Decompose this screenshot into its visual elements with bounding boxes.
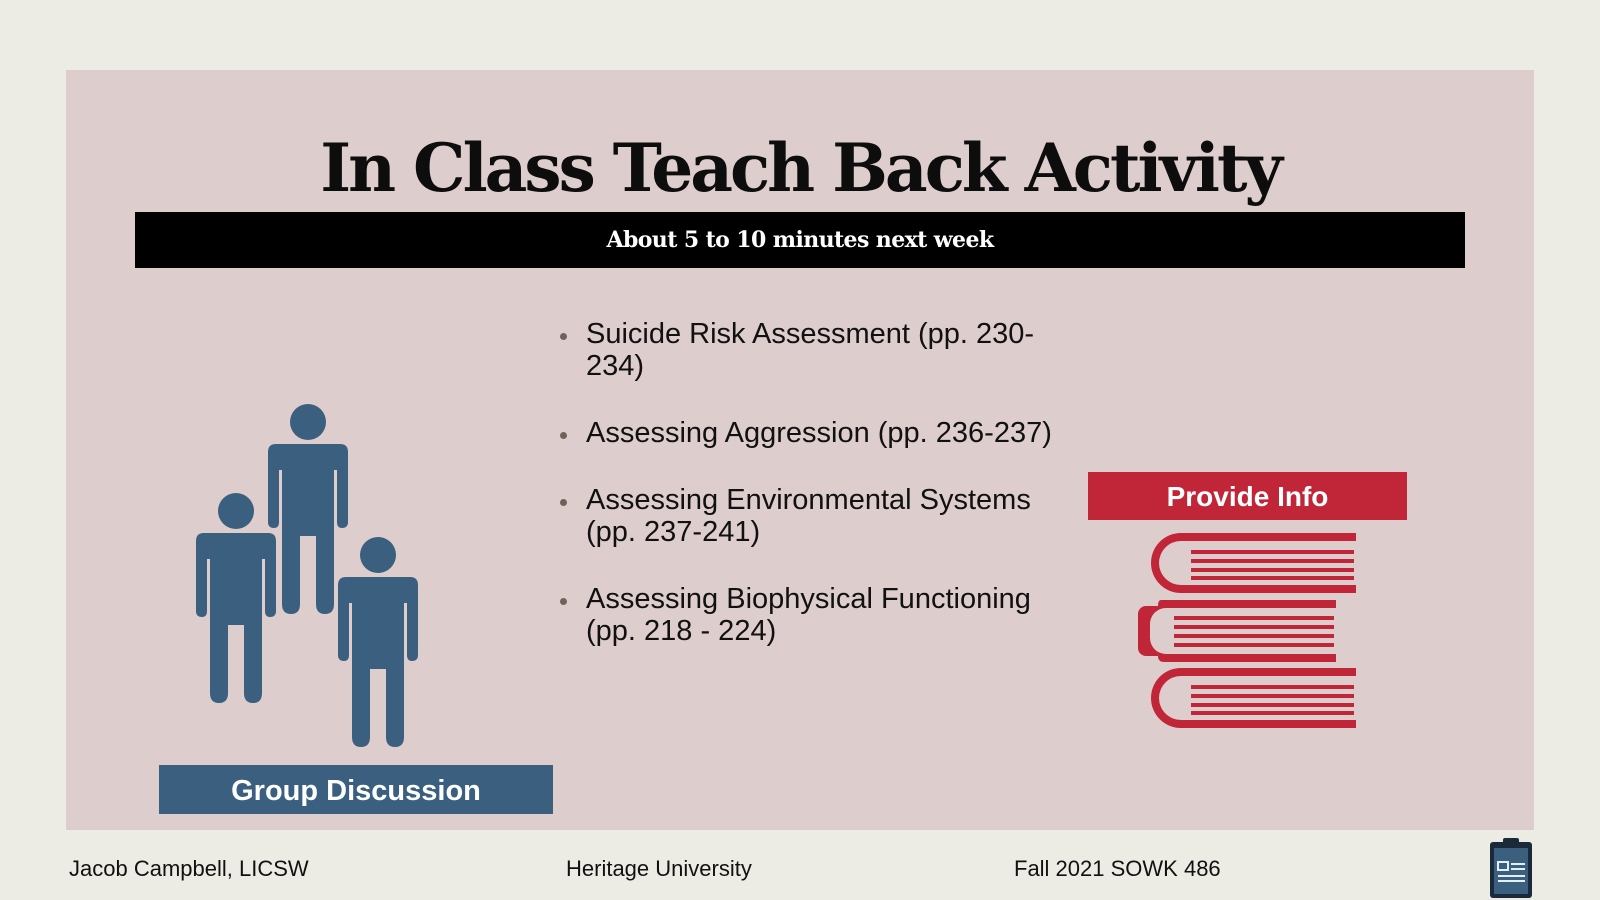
person-figure: [338, 537, 418, 747]
people-group-icon: [190, 400, 430, 750]
provide-info-label: Provide Info: [1088, 472, 1407, 520]
person-figure: [196, 493, 276, 703]
topic-list: [553, 318, 1053, 682]
footer-course: Fall 2021 SOWK 486: [1014, 856, 1221, 881]
footer-author: Jacob Campbell, LICSW: [69, 856, 309, 881]
list-item: Assessing Biophysical Functioning (pp. 218 - 224): [553, 583, 1053, 647]
list-item: Suicide Risk Assessment (pp. 230-234): [553, 318, 1053, 382]
subtitle-bar: About 5 to 10 minutes next week: [135, 212, 1465, 268]
slide-title: In Class Teach Back Activity: [320, 129, 1280, 207]
footer-institution: Heritage University: [566, 856, 752, 881]
list-item: Assessing Aggression (pp. 236-237): [553, 417, 1053, 449]
person-figure: [268, 404, 348, 614]
group-discussion-label: Group Discussion: [159, 765, 553, 814]
clipboard-icon[interactable]: [1488, 836, 1534, 900]
list-item: Assessing Environmental Systems (pp. 237-241): [553, 484, 1053, 548]
book-stack-icon: [1136, 530, 1361, 735]
